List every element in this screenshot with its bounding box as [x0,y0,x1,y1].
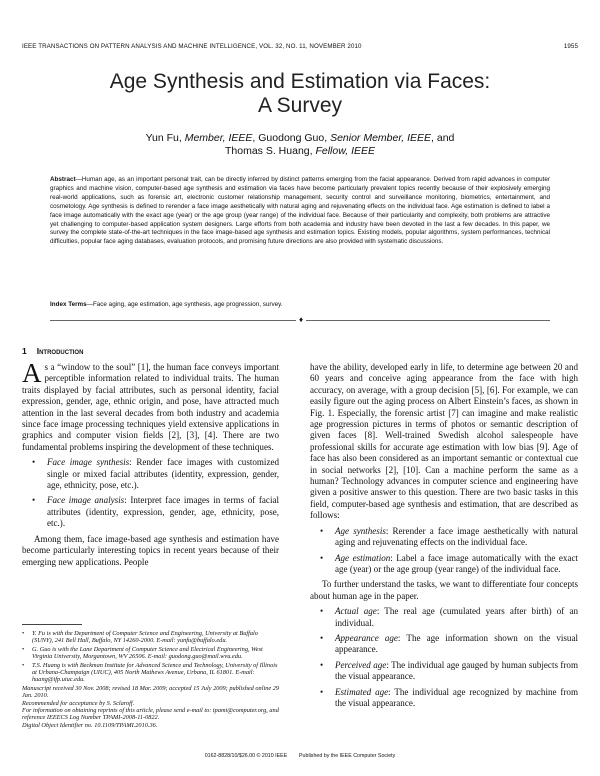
section-heading [22,346,83,356]
footnote-rule [22,624,82,625]
abstract [50,176,550,247]
abstract-text: —Human age, as an important personal trait, can be directly inferred by distinct patterns emerging from the facial appearance. Derived from rapid advances in computer graphics and machine vision, computer-based age synthesis and estimation via faces have become particularly prevalent topics recently because of their explosively emerging real-world applications, such as forensic art, electronic customer relationship management, security control and surveillance monitoring, biometrics, entertainment, and cosmetology. Age synthesis is defined to rerender a face image aesthetically with natural aging and rejuvenating effects on the individual face. Age estimation is defined to label a face image automatically with the exact age (year) or the age group (year range) of the individual face. Because of their particularity and complexity, both problems are attractive yet challenging to computer-based application system designers. Large efforts from both academia and industry have been devoted in the last a few decades. In this paper, we survey the complete state-of-the-art techniques in the face image-based age synthesis and estimation topics. Existing models, popular algorithms, system performances, technical difficulties, popular face aging databases, evaluation protocols, and promising future directions are also provided with systematic discussions. [50,176,550,246]
right-column [310,362,578,713]
footnotes [22,630,279,729]
title-line-1: Age Synthesis and Estimation via Faces: [109,70,491,93]
right-paragraph-2: To further understand the tasks, we want to differentiate four concepts about human age in the paper. [310,579,578,601]
list-item-text: : Rerender a face image aesthetically with natural aging and rejuvenating effects on the individual face. [335,525,578,548]
list-item [310,553,578,576]
index-terms [50,301,550,310]
author-1-name: Yun Fu, [145,132,185,144]
section-title: Introduction [36,346,84,356]
author-list [0,132,600,158]
footnote-manuscript: Manuscript received 30 Nov. 2008; revised 18 Mar. 2009; accepted 15 July 2009; published online 29 Jan. 2010. [22,684,280,700]
author-and: , and [431,132,455,144]
list-item-term: Perceived age [335,659,387,670]
footnote-doi: Digital Object Identifier no. 10.1109/TPAMI.2010.36. [22,721,158,729]
list-item-term: Estimated age [335,686,389,697]
list-item-term: Actual age [335,606,377,617]
footnote-affiliation-3: • T.S. Huang is with Beckman Institute for Advanced Science and Technology, University of Illinois at Urbana-Champaign (UIUC), 405 North Mathews Avenue, Urbana, IL 61801. E-mail: huang@ifp.uiuc.edu. [22,662,279,684]
author-3-name: Thomas S. Huang, [225,145,316,157]
section-number: 1 [22,346,27,356]
drop-cap: A [22,358,42,388]
abstract-label: Abstract [50,176,76,183]
footnote-reprints: For information on obtaining reprints of this article, please send e-mail to: tpami@computer.org, and reference IEEECS Log Number TPAMI-2008-11-0822. [22,707,279,722]
running-header [22,43,578,50]
author-2-name: , Guodong Guo, [252,132,331,144]
authors-line-2 [0,145,600,158]
list-item-text: : Interpret face images in terms of facial attributes (identity, expression, gender, age, ethnicity, pose, etc.). [47,495,279,529]
author-3-role: Fellow, IEEE [315,145,375,157]
list-item [310,687,578,710]
intro-paragraph-2: Among them, face image-based age synthesis and estimation have become particularly interesting topics in recent years because of their emerging new applications. People [22,533,279,567]
list-item [310,633,578,656]
paper-title [0,70,600,118]
list-item [310,660,578,683]
right-paragraph-1: have the ability, developed early in life, to determine age between 20 and 60 years and conceive aging appearance from the face with high accuracy, on average, with a group decision [5], [6]. For example, we can easily figure out the aging process on Albert Einstein’s faces, as shown in Fig. 1. Especially, the forensic artist [7] can imagine and make realistic age progression pictures in terms of photos or semantic description of given faces [8]. Well-trained Swedish alcohol salespeople have professional skills for accurate age estimation with low bias [9]. Age of face has also been considered as an important semantic or contextual cue in social networks [2], [10]. Can a machine perform the same as a human? Technology advances in computer science and engineering have given a positive answer to this question. There are two basic tasks in this field, computer-based age synthesis and estimation, that are described as follows: [310,362,578,521]
diamond-icon: ♦ [296,316,306,324]
list-item-text: : The age information shown on the visual appearance. [335,632,578,655]
list-item [22,457,279,491]
authors-line-1 [0,132,600,145]
copyright-line: 0162-8828/10/$26.00 © 2010 IEEE Published by the IEEE Computer Society [204,753,396,759]
list-item-term: Age estimation [335,552,391,563]
intro-paragraph-1 [22,358,279,453]
left-column [22,358,279,568]
index-terms-label: Index Terms [50,301,87,308]
footnote-affiliation-2: • G. Guo is with the Lane Department of Computer Science and Electrical Engineering, West Virginia University, Morgantown, WV 26506. E-mail: guodong.guo@mail.wvu.edu. [22,646,279,661]
list-item-term: Appearance age [335,632,398,643]
list-item [22,495,279,529]
page-number: 1955 [563,43,578,50]
title-line-2: A Survey [257,94,343,117]
index-terms-text: —Face aging, age estimation, age synthesis, age progression, survey. [86,301,283,308]
footnote-recommended: Recommended for acceptance by S. Sclaroff. [22,699,135,707]
list-item-text: : Render face images with customized single or mixed facial attributes (identity, expression, gender, age, ethnicity, pose, etc.). [47,457,279,491]
list-item-term: Face image synthesis [47,457,130,468]
journal-header: IEEE TRANSACTIONS ON PATTERN ANALYSIS AND MACHINE INTELLIGENCE, VOL. 32, NO. 11, NOVEMBER 2010 [22,43,362,50]
footnote-affiliation-1: • Y. Fu is with the Department of Computer Science and Engineering, University at Buffalo (SUNY), 241 Bell Hall, Buffalo, NY 14260-2000. E-mail: yunfu@buffalo.edu. [22,630,279,645]
author-2-role: Senior Member, IEEE [330,132,432,144]
list-item-term: Face image analysis [47,495,125,506]
author-1-role: Member, IEEE [184,132,253,144]
list-item-text: : Label a face image automatically with the exact age (year) or the age group (year range) of the individual face. [335,552,578,574]
list-item-text: : The individual age gauged by human subjects from the visual appearance. [335,659,578,682]
intro-paragraph-1-text: s a “window to the soul” [1], the human face conveys important perceptible information related to individual traits. The human traits displayed by facial attributes, such as personal identity, facial expression, gender, age, ethnic origin, and pose, have attracted much attention in the last several decades from both industry and academia since face image processing techniques yield extensive applications in graphics and computer vision fields [2], [3], [4]. There are two fundamental problems inspiring the development of these techniques. [22,362,279,452]
list-item-text: : The real age (cumulated years after birth) of an individual. [335,606,578,628]
list-item [310,606,578,629]
list-item-text: : The individual age recognized by machine from the visual appearance. [335,686,578,708]
list-item-term: Age synthesis [335,525,386,536]
list-item [310,526,578,549]
